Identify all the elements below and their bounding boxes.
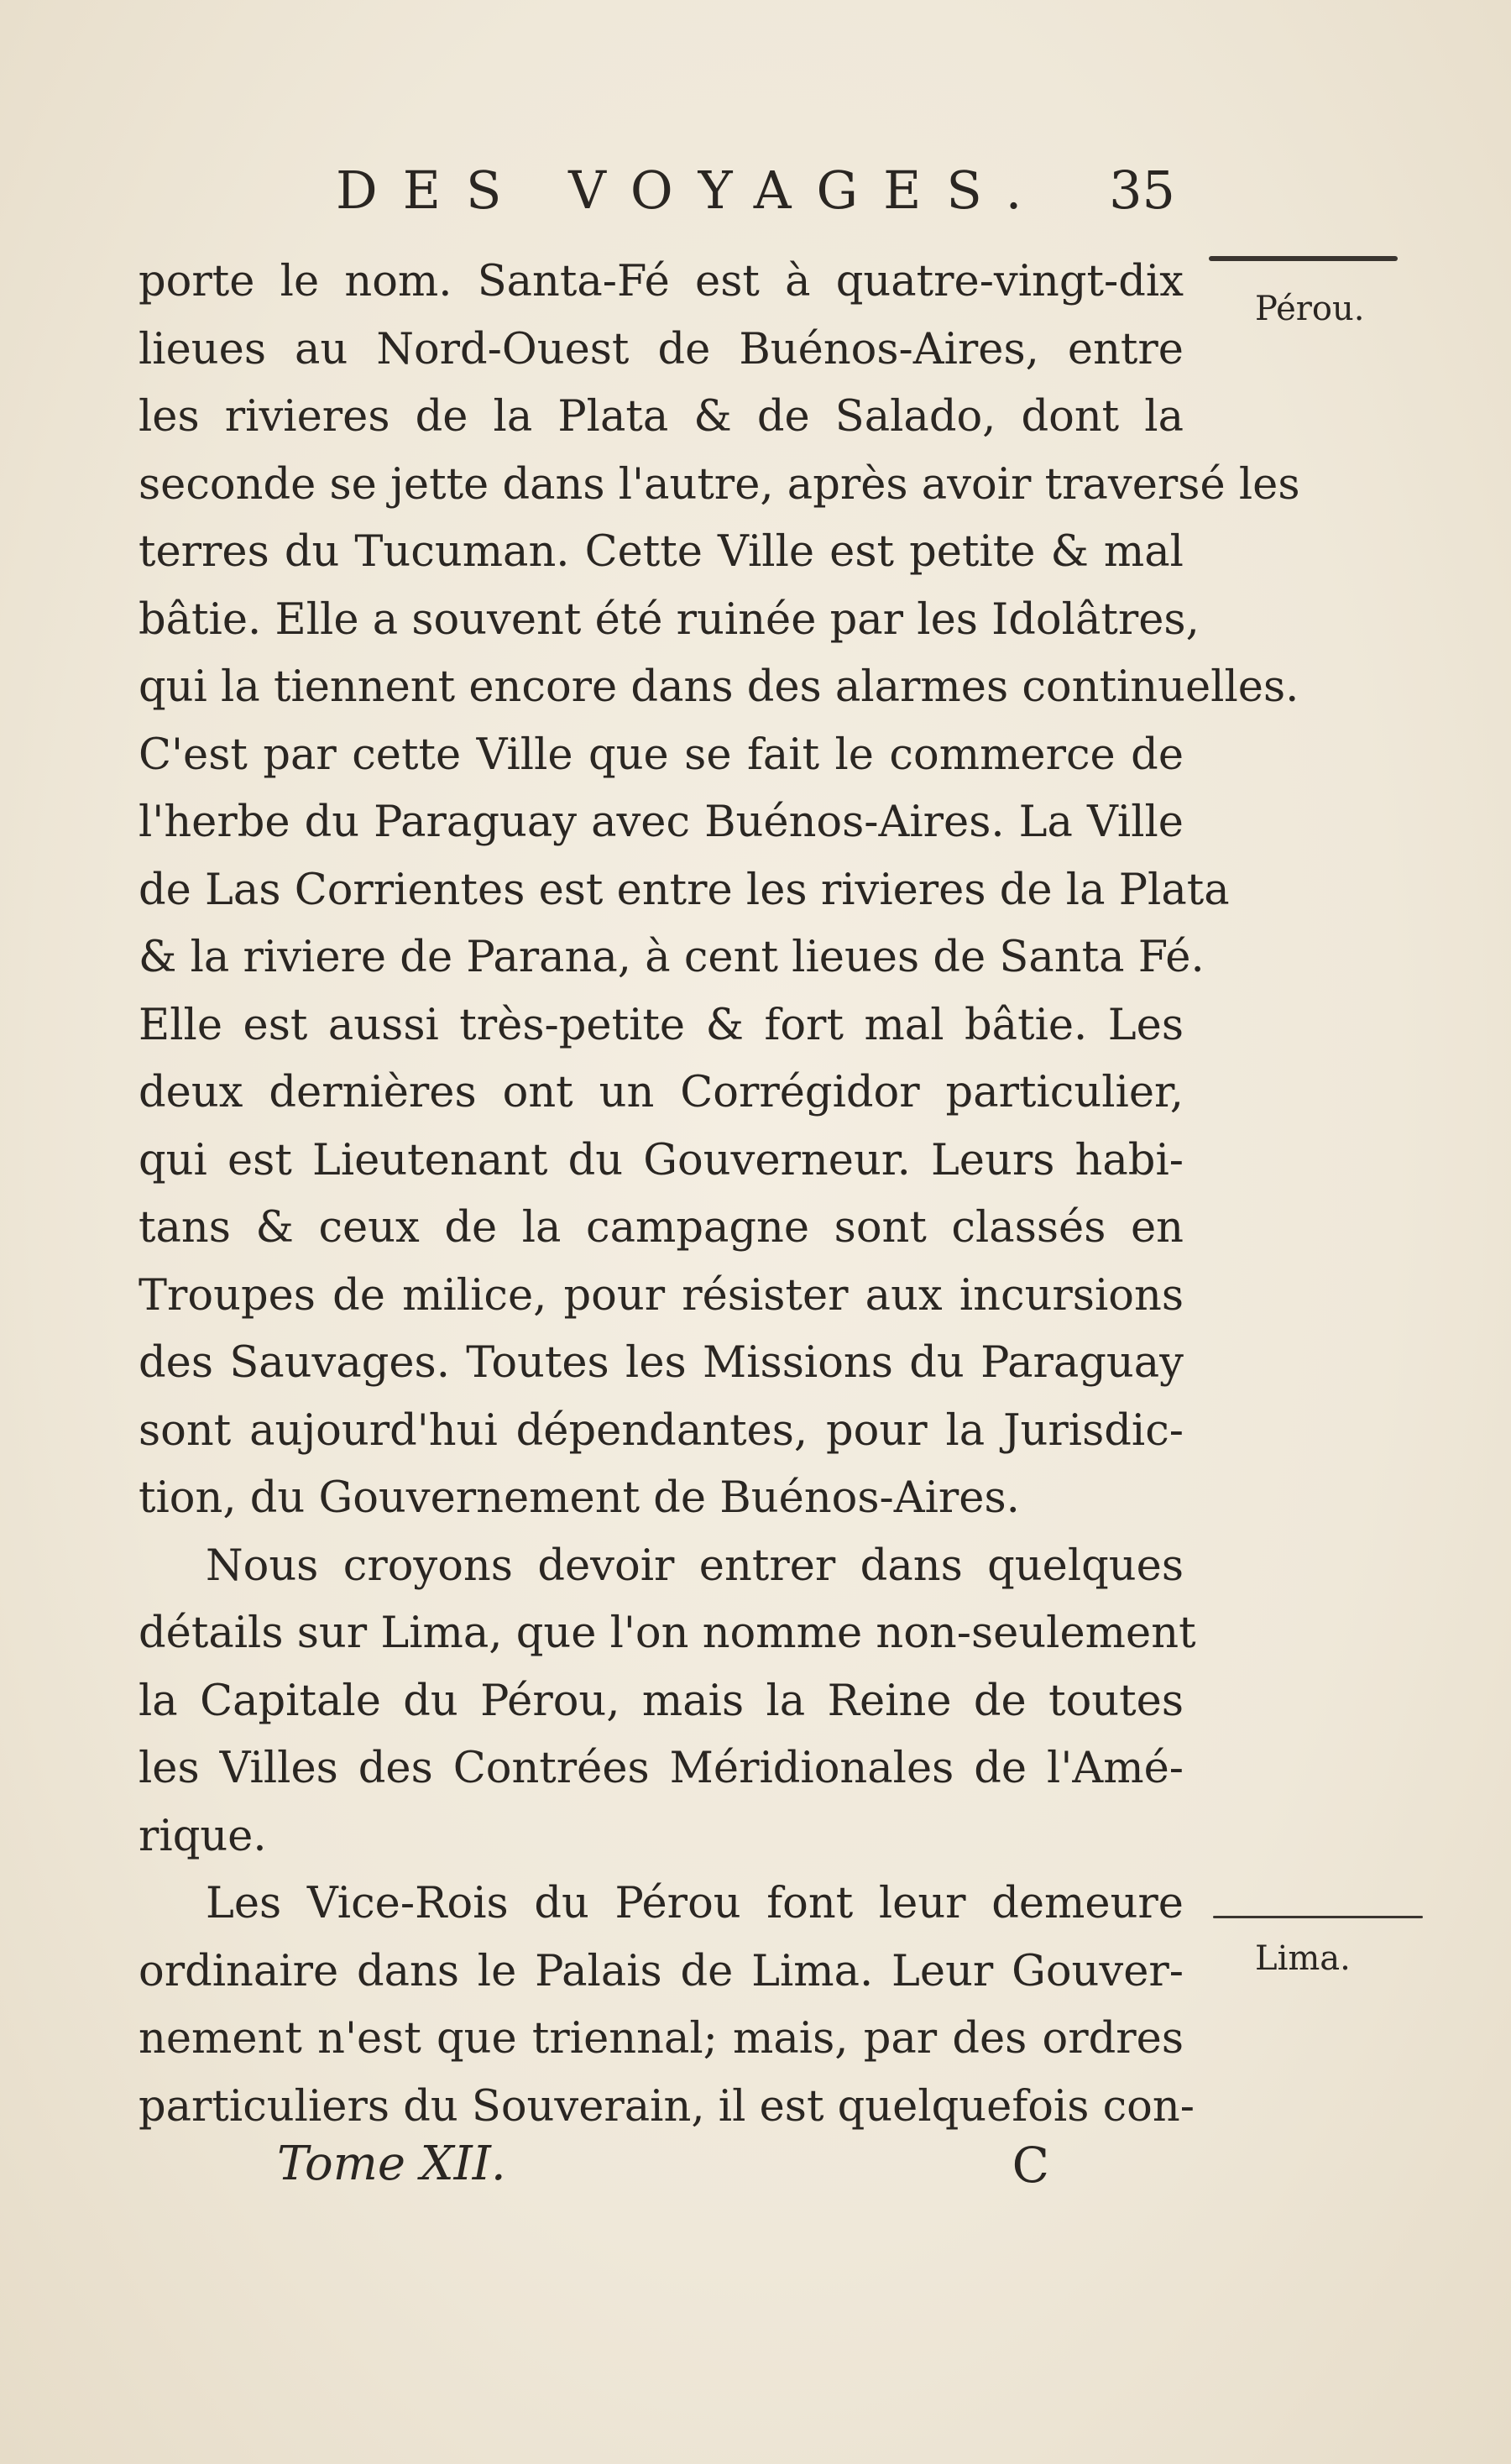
text-line: l'herbe du Paraguay avec Buénos-Aires. La Ville [139, 798, 1184, 847]
text-line: détails sur Lima, que l'on nomme non-seulement [139, 1609, 1196, 1658]
margin-rule-lima [1213, 1916, 1423, 1918]
text-line: porte le nom. Santa-Fé est à quatre-vingt-dix [139, 257, 1184, 306]
text-line: Nous croyons devoir entrer dans quelques [206, 1541, 1184, 1591]
text-line: particuliers du Souverain, il est quelquefois con- [139, 2081, 1195, 2132]
text-line: rique. [139, 1811, 267, 1861]
text-line: ordinaire dans le Palais de Lima. Leur Gouver- [139, 1946, 1184, 1996]
text-line: la Capitale du Pérou, mais la Reine de toutes [139, 1676, 1184, 1726]
text-line: Elle est aussi très-petite & fort mal bâtie. Les [139, 1000, 1184, 1050]
text-line: de Las Corrientes est entre les rivieres de la Plata [139, 865, 1230, 915]
text-line: seconde se jette dans l'autre, après avoir traversé les [139, 459, 1300, 510]
running-head: DES VOYAGES. [336, 160, 1048, 221]
text-line: les Villes des Contrées Méridionales de l'Amé- [139, 1744, 1184, 1793]
text-line: C'est par cette Ville que se fait le commerce de [139, 730, 1184, 780]
page-number: 35 [1109, 160, 1175, 221]
margin-note-lima: Lima. [1255, 1939, 1351, 1978]
text-line: tans & ceux de la campagne sont classés en [139, 1203, 1184, 1253]
page-header [336, 160, 1175, 227]
text-line: les rivieres de la Plata & de Salado, dont la [139, 392, 1184, 442]
text-line: des Sauvages. Toutes les Missions du Paraguay [139, 1338, 1184, 1388]
text-line: qui est Lieutenant du Gouverneur. Leurs habi- [139, 1135, 1184, 1185]
text-line: nement n'est que triennal; mais, par des ordres [139, 2014, 1184, 2064]
text-line: terres du Tucuman. Cette Ville est petite & mal [139, 527, 1184, 577]
page-footer [277, 2137, 1049, 2204]
text-line: bâtie. Elle a souvent été ruinée par les Idolâtres, [139, 594, 1200, 645]
text-line: Troupes de milice, pour résister aux incursions [139, 1270, 1184, 1321]
body-text [139, 248, 1300, 2141]
text-line: & la riviere de Parana, à cent lieues de Santa Fé. [139, 933, 1205, 982]
text-line: sont aujourd'hui dépendantes, pour la Jurisdic- [139, 1405, 1184, 1456]
text-line: deux dernières ont un Corrégidor particulier, [139, 1068, 1184, 1117]
margin-rule-peru [1209, 256, 1398, 261]
text-line: lieues au Nord-Ouest de Buénos-Aires, entre [139, 324, 1184, 374]
margin-note-peru: Pérou. [1255, 290, 1365, 328]
gathering-signature: C [1012, 2137, 1049, 2194]
volume-signature: Tome XII. [277, 2137, 506, 2191]
text-line: tion, du Gouvernement de Buénos-Aires. [139, 1473, 1020, 1523]
text-line: Les Vice-Rois du Pérou font leur demeure [206, 1879, 1184, 1928]
text-line: qui la tiennent encore dans des alarmes continuelles. [139, 662, 1299, 712]
